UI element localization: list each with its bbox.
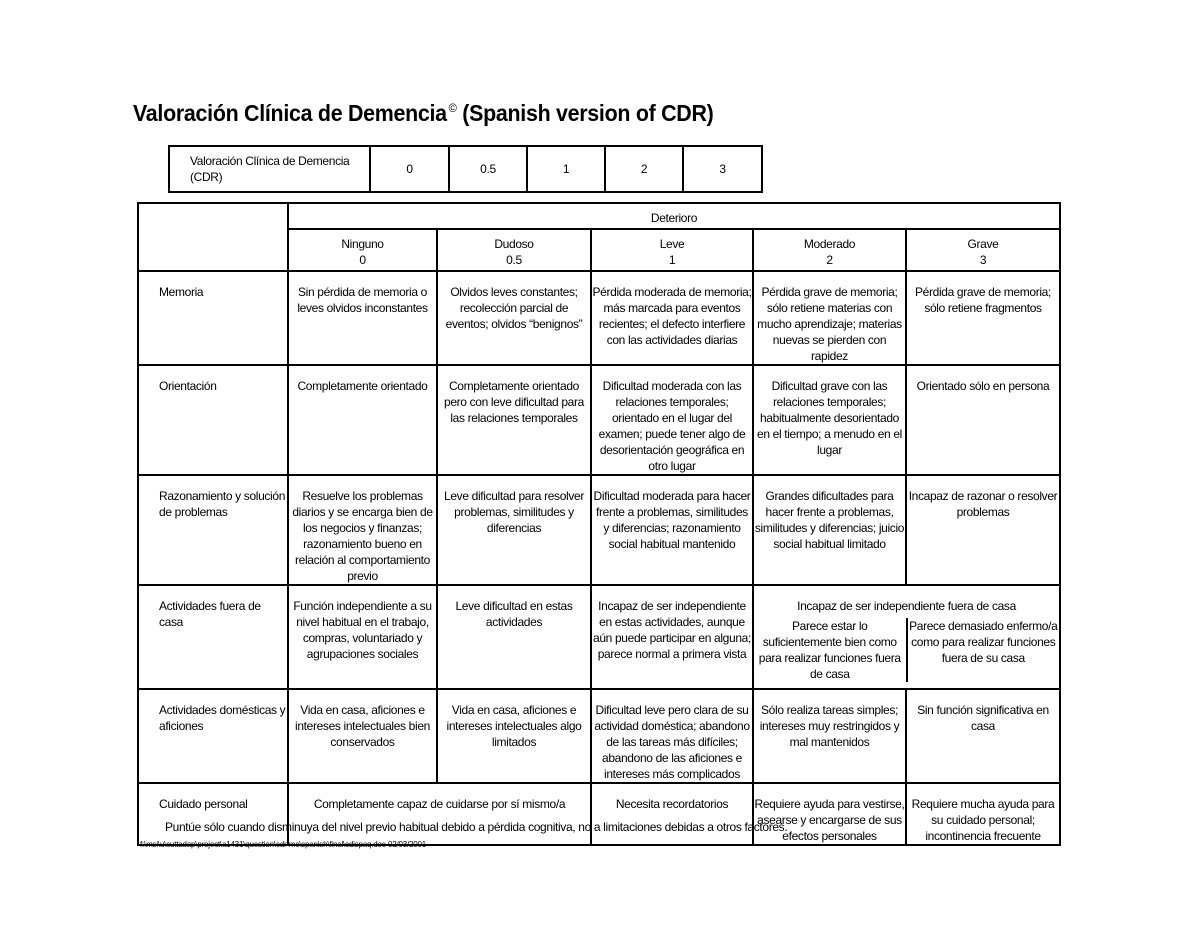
- cell: Pérdida grave de memoria; sólo retiene materias con mucho aprendizaje; materias nuevas se pierden con rapidez: [753, 271, 906, 365]
- footnote: Puntúe sólo cuando disminuya del nivel previo habitual debido a pérdida cognitiva, no a limitaciones debidas a otros factores.: [165, 820, 788, 834]
- cell: Dificultad moderada con las relaciones temporales; orientado en el lugar del examen; puede tener algo de desorientación geográfica en otro lugar: [591, 365, 753, 475]
- row-razonamiento: [138, 475, 1060, 585]
- level-name: Dudoso: [494, 237, 534, 251]
- cell: Orientado sólo en persona: [906, 365, 1060, 475]
- row-label: Razonamiento y solución de problemas: [138, 475, 288, 585]
- level-header-grave: [906, 229, 1060, 271]
- row-label: Memoria: [138, 271, 288, 365]
- level-score: 1: [668, 253, 676, 267]
- impairment-header: Deterioro: [288, 203, 1060, 229]
- level-score: 2: [826, 253, 833, 267]
- cell: Leve dificultad para resolver problemas, similitudes y diferencias: [437, 475, 591, 585]
- row-label: Actividades domésticas y aficiones: [138, 689, 288, 783]
- sub-cell: Parece estar lo suficientemente bien como para realizar funciones fuera de casa: [758, 619, 901, 681]
- cell: Incapaz de ser independiente en estas actividades, aunque aún puede participar en alguna; parece normal a primera vista: [591, 585, 753, 689]
- merged-cell: [753, 585, 1060, 689]
- split-cells: [754, 618, 1059, 682]
- cell: Olvidos leves constantes; recolección parcial de eventos; olvidos “benignos”: [437, 271, 591, 365]
- cell: Función independiente a su nivel habitual en el trabajo, compras, voluntariado y agrupaciones sociales: [288, 585, 437, 689]
- cell: Vida en casa, aficiones e intereses intelectuales algo limitados: [437, 689, 591, 783]
- cell: Pérdida moderada de memoria; más marcada para eventos recientes; el defecto interfiere con las actividades diarias: [591, 271, 753, 365]
- level-header-moderado: [753, 229, 906, 271]
- row-actividades-domesticas: [138, 689, 1060, 783]
- level-name: Grave: [967, 237, 999, 251]
- level-header-dudoso: [437, 229, 591, 271]
- cell: Necesita recordatorios: [591, 783, 753, 845]
- title-main: Valoración Clínica de Demencia: [133, 100, 447, 126]
- cell: Leve dificultad en estas actividades: [437, 585, 591, 689]
- cell: Resuelve los problemas diarios y se encarga bien de los negocios y finanzas; razonamiento bueno en relación al comportamiento previo: [288, 475, 437, 585]
- scale-value-0-5: 0.5: [449, 146, 527, 192]
- cdr-scale-table: [168, 145, 763, 193]
- scale-value-1: 1: [527, 146, 605, 192]
- merged-cell: Completamente capaz de cuidarse por sí mismo/a: [288, 783, 591, 845]
- cell: Sólo realiza tareas simples; intereses muy restringidos y mal mantenidos: [753, 689, 906, 783]
- level-name: Moderado: [803, 237, 856, 251]
- scale-value-2: 2: [605, 146, 683, 192]
- file-path: f:\msi\u\cuttadap\project\a1431\question\cdr-mc\spanish\final\cdispaq.doc-02/03/2001: [140, 840, 427, 849]
- title-suffix: (Spanish version of CDR): [456, 100, 714, 126]
- cell: Vida en casa, aficiones e intereses intelectuales bien conservados: [288, 689, 437, 783]
- cell: Dificultad moderada para hacer frente a problemas, similitudes y diferencias; razonamiento social habitual mantenido: [591, 475, 753, 585]
- empty-header-cell: [138, 203, 288, 271]
- cell: Incapaz de razonar o resolver problemas: [906, 475, 1060, 585]
- cell: Dificultad grave con las relaciones temporales; habitualmente desorientado en el tiempo; a menudo en el lugar: [753, 365, 906, 475]
- row-label: Actividades fuera de casa: [138, 585, 288, 689]
- cell: Completamente orientado pero con leve dificultad para las relaciones temporales: [437, 365, 591, 475]
- cell: Grandes dificultades para hacer frente a problemas, similitudes y diferencias; juicio social habitual limitado: [753, 475, 906, 585]
- cell: Dificultad leve pero clara de su actividad doméstica; abandono de las tareas más difíciles; abandono de las aficiones e intereses más complicados: [591, 689, 753, 783]
- row-actividades-fuera: [138, 585, 1060, 689]
- cell: Sin función significativa en casa: [906, 689, 1060, 783]
- level-score: 0: [359, 253, 366, 267]
- sub-cell: Parece demasiado enfermo/a como para realizar funciones fuera de su casa: [906, 618, 1060, 682]
- cell: Requiere mucha ayuda para su cuidado personal; incontinencia frecuente: [906, 783, 1060, 845]
- row-orientacion: [138, 365, 1060, 475]
- copyright-mark: ©: [448, 101, 457, 116]
- row-label: Orientación: [138, 365, 288, 475]
- cell: Requiere ayuda para vestirse, asearse y encargarse de sus efectos personales: [753, 783, 906, 845]
- cdr-staging-table: [137, 202, 1061, 846]
- row-cuidado: [138, 783, 1060, 845]
- level-score: 0.5: [506, 253, 522, 267]
- merged-text: Incapaz de ser independiente fuera de casa: [797, 599, 1016, 613]
- cell: Pérdida grave de memoria; sólo retiene fragmentos: [906, 271, 1060, 365]
- level-score: 3: [979, 253, 987, 267]
- level-name: Leve: [659, 237, 685, 251]
- cell: Sin pérdida de memoria o leves olvidos inconstantes: [288, 271, 437, 365]
- row-label: Cuidado personal: [138, 783, 288, 845]
- document-title: [133, 100, 713, 127]
- scale-label: Valoración Clínica de Demencia (CDR): [169, 146, 370, 192]
- level-name: Ninguno: [341, 237, 384, 251]
- scale-value-3: 3: [683, 146, 762, 192]
- level-header-leve: [591, 229, 753, 271]
- cell: Completamente orientado: [288, 365, 437, 475]
- scale-value-0: 0: [370, 146, 449, 192]
- level-header-ninguno: [288, 229, 437, 271]
- row-memoria: [138, 271, 1060, 365]
